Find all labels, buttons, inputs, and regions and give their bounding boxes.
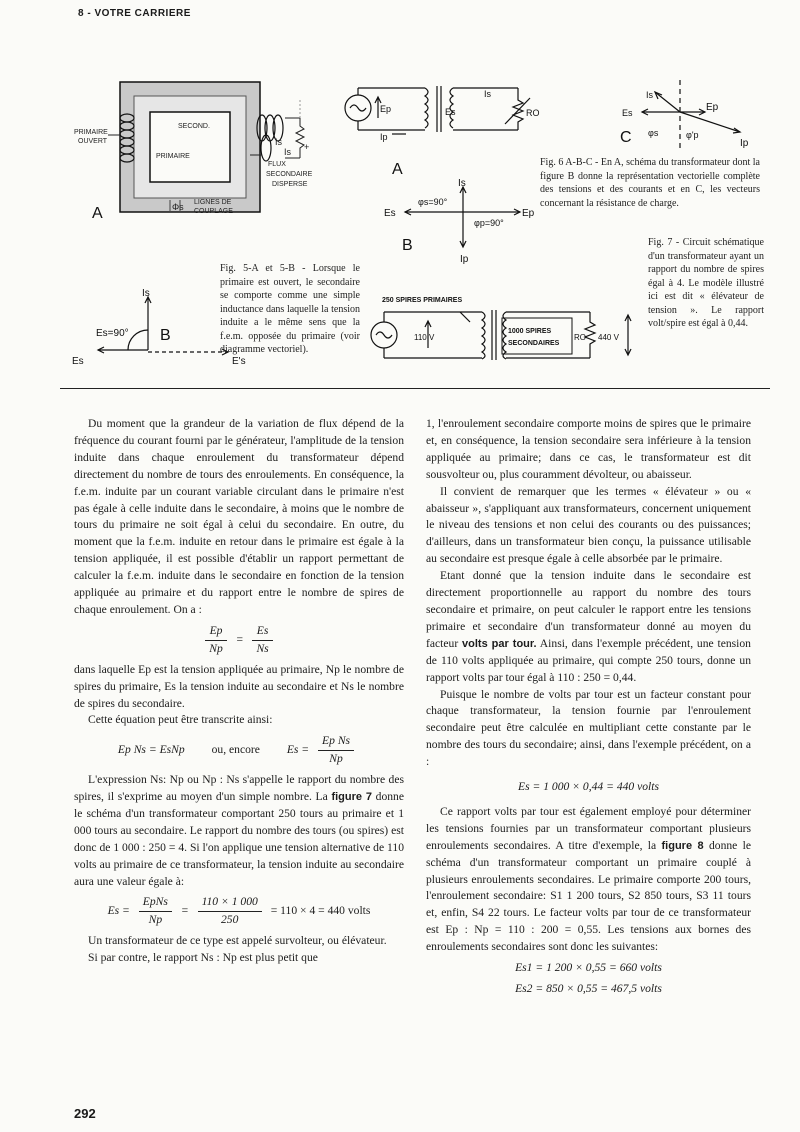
fig5b-label-is: Is xyxy=(142,288,150,299)
fig6b-vector-diagram xyxy=(405,187,520,247)
left-paragraph-4: L'expression Ns: Np ou Np : Ns s'appelle le rapport du nombre des spires, il s'exprime au moyen d'un simple nombre. La figure 7 donne le schéma d'un transformateur comportant 250 tours au primaire et 1 000 tours au secondaire. Le rapport du nombre des tours (ou spires) est donc de 1 000 : 250 = 4. Si l'on applique une tension alternative de 110 volts au primaire de ce transformateur, la tension induite au secondaire aura une valeur égale à: xyxy=(74,773,404,888)
fig6b-letter: B xyxy=(402,237,413,254)
fig5b-label-es-prime: E's xyxy=(232,356,246,367)
page-number: 292 xyxy=(74,1106,96,1121)
fig6b-label-is: Is xyxy=(458,178,466,189)
fig7-label-secondary2: SECONDAIRES xyxy=(508,340,560,347)
fig7-circuit xyxy=(371,310,631,360)
fig7-label-vin: 110 V xyxy=(414,333,435,342)
fig6a-label-es: Es xyxy=(445,107,456,117)
left-paragraph-3: Cette équation peut être transcrite ainsi: xyxy=(88,713,273,727)
equation-1: $\frac{Ep}{Np}$ = $\frac{Es}{Ns}$ xyxy=(74,623,404,658)
fig5-caption: Fig. 5-A et 5-B - Lorsque le primaire est ouvert, le secondaire se comporte comme une simple inductance dans laquelle la tension induite a le même sens que la f.e.m. opposée du primaire (voir diagramme vectoriel). xyxy=(220,263,360,355)
fig6a-label-ro: RO xyxy=(526,108,540,118)
left-paragraph-1: Du moment que la grandeur de la variation de flux dépend de la fréquence du courant fourni par le générateur, l'amplitude de la tension induite dans chaque enroulement du transformateur dépend directement du nombre de tours des enroulements. En conséquence, la f.e.m. induite par un courant variable circulant dans le primaire n'est pas égale à celle induite dans le secondaire, à moins que le nombre de tours du primaire ne soit égal à celui du secondaire. En outre, du moment que la f.e.m. induite en retour dans le primaire est égale à la tension appliquée, il est possible d'établir un rapport permettant de calculer la f.e.m. induite dans le secondaire en fonction de la tension appliquée au primaire et du rapport entre le nombre de spires de chaque enroulement. On a : xyxy=(74,417,404,616)
fig6c-label-ip: Ip xyxy=(740,138,749,149)
fig5a-label-couplage: COUPLAGE xyxy=(194,208,233,215)
fig5a-label-disperse: DISPERSE xyxy=(272,181,308,188)
fig7-label-ro: RO xyxy=(574,333,586,342)
fig6c-letter: C xyxy=(620,129,632,146)
fig6c-label-ep: Ep xyxy=(706,102,719,113)
fig6a-letter: A xyxy=(392,161,403,178)
fig6c-label-is: Is xyxy=(646,90,654,100)
fig6a-label-is: Is xyxy=(484,89,492,99)
fig5a-label-lignes: LIGNES DE xyxy=(194,199,232,206)
running-header: 8 - VOTRE CARRIERE xyxy=(78,8,191,19)
fig5a-label-primaire-ouvert: PRIMAIRE xyxy=(74,129,108,136)
fig5b-label-phi: Es=90° xyxy=(96,328,129,339)
fig6-caption: Fig. 6 A-B-C - En A, schéma du transformateur dont la figure B donne la représentation vectorielle complète des tensions et des courants et en C, les vecteurs concernant la résistance de charge. xyxy=(540,157,760,209)
left-paragraph-2: dans laquelle Ep est la tension appliquée au primaire, Np le nombre de spires du primaire, Es la tension induite au secondaire et Ns le nombre de spires du secondaire. xyxy=(74,662,404,710)
left-paragraph-6: Si par contre, le rapport Ns : Np est plus petit que xyxy=(88,951,318,965)
fig6b-label-phi-p: φp=90° xyxy=(474,218,504,228)
fig7-title: 250 SPIRES PRIMAIRES xyxy=(382,297,463,304)
fig6a-circuit xyxy=(345,86,530,134)
fig5a-label-primaire: PRIMAIRE xyxy=(156,153,190,160)
fig6c-label-es: Es xyxy=(622,108,633,118)
fig6b-label-es: Es xyxy=(384,208,396,219)
fig6b-label-ep: Ep xyxy=(522,208,535,219)
equation-6: Es2 = 850 × 0,55 = 467,5 volts xyxy=(515,982,662,995)
fig6c-label-phi-s: φs xyxy=(648,128,659,138)
equation-3: Es = $\frac{\text{EpNs}}{Np}$ = $\frac{110 \times 1 000}{250}$ = 110 × 4 = 440 volts xyxy=(107,895,371,927)
equation-5: Es1 = 1 200 × 0,55 = 660 volts xyxy=(515,961,662,975)
fig5a-transformer-diagram xyxy=(108,82,304,212)
fig7-caption: Fig. 7 - Circuit schématique d'un transformateur ayant un rapport du nombre de spires égal à 4. Le modèle illustré ici est dit « élévateur de tension ». Le rapport volt/spire est égal à 0,44. xyxy=(648,237,764,329)
right-column xyxy=(426,416,751,1002)
right-paragraph-3: Etant donné que la tension induite dans le secondaire est directement proportionnelle au rapport du nombre des tours secondaire et primaire, on peut calculer le rapport entre les tensions primaire et secondaire d'un transformateur donné au moyen du facteur volts par tour. Ainsi, dans l'exemple précédent, une tension de 110 volts appliquée au primaire, qui compte 250 tours, donne un rapport volts par tour égal à 110 : 250 = 0,44. xyxy=(426,569,751,684)
fig6b-label-phi-s: φs=90° xyxy=(418,197,448,207)
fig5a-label-plus: + xyxy=(304,142,310,152)
fig5a-label-secondaire: SECONDAIRE xyxy=(266,171,313,178)
right-paragraph-1: 1, l'enroulement secondaire comporte moins de spires que le primaire et, en conséquence, la tension secondaire sera inférieure à la tension appliquée au primaire; dans ce cas, le transformateur est dit sousvolteur ou, plus couramment dévolteur, ou abaisseur. xyxy=(426,417,751,481)
fig6b-label-ip: Ip xyxy=(460,254,469,265)
fig5a-label-os: Φs xyxy=(172,202,184,212)
right-paragraph-5: Ce rapport volts par tour est également employé pour déterminer les tensions fournies par un transformateur comportant plusieurs enroulements secondaires. A titre d'exemple, la figure 8 donne le schéma d'un transformateur comportant un primaire couplé à plusieurs enroulements secondaires. Le primaire comporte 200 tours, l'enroulement secondaire: S1 1 200 tours, S2 850 tours, S3 11 tours et, enfin, S4 22 tours. Le facteur volts par tour de ce transformateur est Ep : Np = 110 : 200 = 0,55. Les tensions aux bornes des enroulements secondaires sont donc les suivantes: xyxy=(426,804,751,954)
equation-2: Ep Ns = EsNp ou, encore Es = $\frac{\text{Ep Ns}}{Np}$ xyxy=(74,733,404,768)
left-paragraph-5: Un transformateur de ce type est appelé survolteur, ou élévateur. xyxy=(88,934,387,948)
left-column xyxy=(74,416,404,967)
fig6a-label-ip: Ip xyxy=(380,132,388,142)
fig6c-label-phi-p: φ'p xyxy=(686,130,699,140)
fig5a-label-second: SECOND. xyxy=(178,123,210,130)
equation-4: Es = 1 000 × 0,44 = 440 volts xyxy=(517,780,660,794)
fig5a-label-flux: FLUX xyxy=(268,161,286,168)
fig6a-label-ep: Ep xyxy=(380,104,392,114)
fig5a-label-is2: Is xyxy=(284,147,292,157)
fig5a-label-is: Is xyxy=(275,137,283,147)
fig5b-vector-diagram xyxy=(98,297,228,355)
fig5b-label-es: Es xyxy=(72,356,84,367)
fig5a-letter: A xyxy=(92,205,103,222)
fig5a-label-ouvert: OUVERT xyxy=(78,138,108,145)
section-rule xyxy=(60,388,770,389)
fig5b-letter: B xyxy=(160,327,171,344)
fig7-label-vout: 440 V xyxy=(598,333,619,342)
fig7-label-secondary: 1000 SPIRES xyxy=(508,328,552,335)
right-paragraph-2: Il convient de remarquer que les termes « élévateur » ou « abaisseur », s'appliquant aux transformateurs, concernent uniquement le niveau des tensions et non celui des courants ou des puissances; d'ailleurs, dans un transformateur bien conçu, la puissance utilisable au secondaire est presque égale à celle absorbée par le primaire. xyxy=(426,484,751,566)
right-paragraph-4: Puisque le nombre de volts par tour est un facteur constant pour chaque transformateur, la tension fournie par l'enroulement secondaire peut être calculée en multipliant cette constante par le nombre des tours du secondaire; ainsi, dans l'exemple précédent, on a : xyxy=(426,687,751,769)
